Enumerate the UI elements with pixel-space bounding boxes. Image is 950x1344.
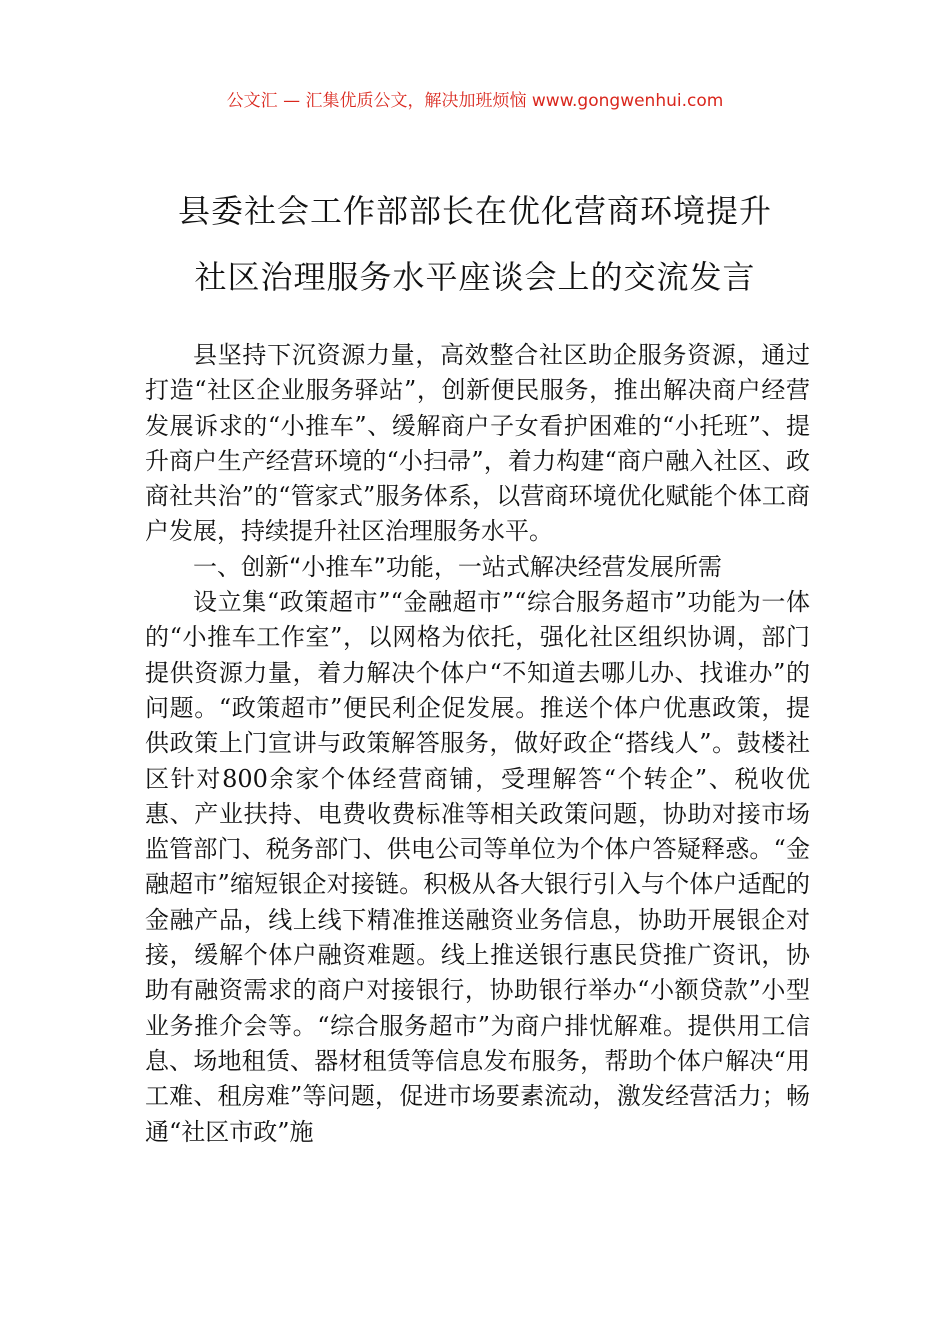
site-banner: 公文汇 — 汇集优质公文，解决加班烦恼 www.gongwenhui.com [226, 91, 724, 111]
document-body [145, 338, 810, 1150]
section-heading-1: 一、创新“小推车”功能，一站式解决经营发展所需 [193, 552, 722, 581]
paragraph-intro: 县坚持下沉资源力量，高效整合社区助企服务资源，通过打造“社区企业服务驿站”，创新便民服务，推出解决商户经营发展诉求的“小推车”、缓解商户子女看护困难的“小托班”、提升商户生产经营环境的“小扫帚”，着力构建“商户融入社区、政商社共治”的“管家式”服务体系，以营商环境优化赋能个体工商户发展，持续提升社区治理服务水平。 [145, 341, 810, 546]
title-line-1: 县委社会工作部部长在优化营商环境提升 [177, 192, 772, 230]
title-line-2: 社区治理服务水平座谈会上的交流发言 [194, 258, 756, 296]
document-title [60, 178, 890, 310]
paragraph-section-1: 设立集“政策超市”“金融超市”“综合服务超市”功能为一体的“小推车工作室”，以网格为依托，强化社区组织协调，部门提供资源力量，着力解决个体户“不知道去哪儿办、找谁办”的问题。“政策超市”便民利企促发展。推送个体户优惠政策，提供政策上门宣讲与政策解答服务，做好政企“搭线人”。鼓楼社区针对800余家个体经营商铺，受理解答“个转企”、税收优惠、产业扶持、电费收费标准等相关政策问题，协助对接市场监管部门、税务部门、供电公司等单位为个体户答疑释惑。“金融超市”缩短银企对接链。积极从各大银行引入与个体户适配的金融产品，线上线下精准推送融资业务信息，协助开展银企对接，缓解个体户融资难题。线上推送银行惠民贷推广资讯，协助有融资需求的商户对接银行，协助银行举办“小额贷款”小型业务推介会等。“综合服务超市”为商户排忧解难。提供用工信息、场地租赁、器材租赁等信息发布服务，帮助个体户解决“用工难、租房难”等问题，促进市场要素流动，激发经营活力；畅通“社区市政”施 [145, 588, 810, 1146]
